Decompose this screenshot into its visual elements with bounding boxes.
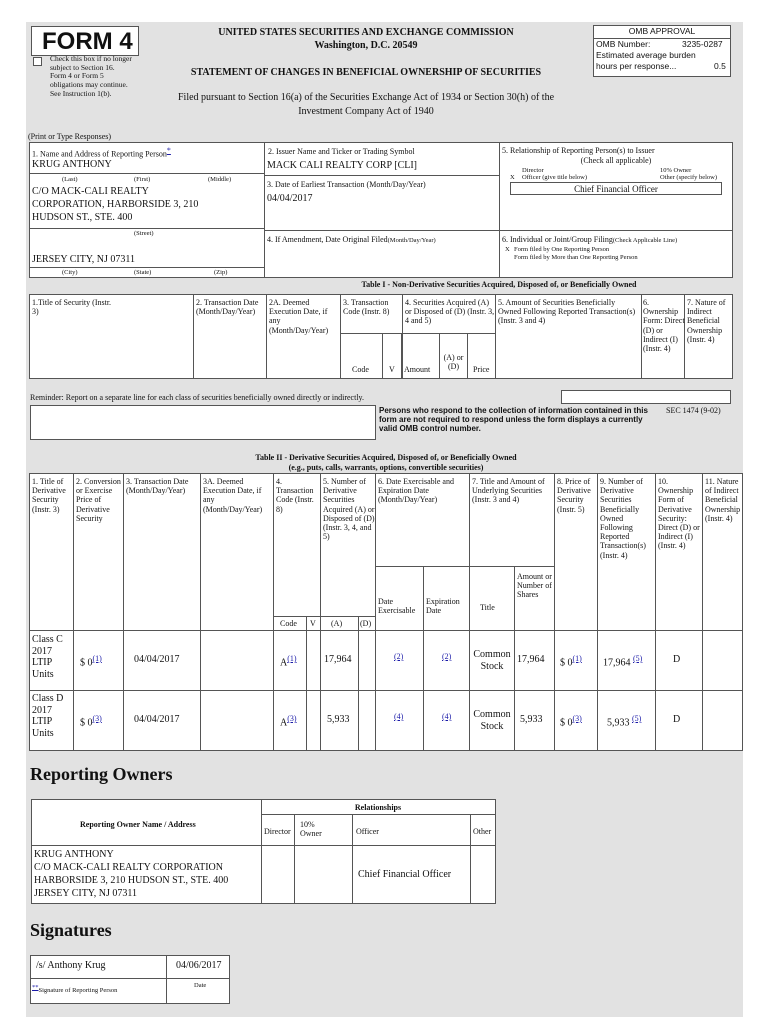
owners-heading: Reporting Owners bbox=[30, 764, 173, 784]
reminder-box-left bbox=[30, 405, 376, 440]
footnote-link[interactable]: (3) bbox=[572, 714, 582, 723]
owner-line2: C/O MACK-CALI REALTY CORPORATION bbox=[34, 862, 223, 873]
sec-code: SEC 1474 (9-02) bbox=[666, 406, 721, 415]
box6-opt1: Form filed by One Reporting Person bbox=[514, 246, 610, 253]
box2-label: 2. Issuer Name and Ticker or Trading Symbol bbox=[268, 147, 415, 156]
footnote-link[interactable]: (3) bbox=[287, 714, 297, 723]
t2-amount-shares: Amount or Number of Shares bbox=[517, 572, 552, 600]
owners-relationships: Relationships bbox=[354, 803, 402, 812]
box6-opt2: Form filed by More than One Reporting Person bbox=[514, 254, 638, 261]
t2-h3a: 3A. Deemed Execution Date, if any (Month/Day/Year) bbox=[203, 477, 263, 514]
t2-row-title: Class C 2017 LTIP Units bbox=[32, 634, 63, 680]
t2-row-u-title: Common Stock bbox=[473, 709, 511, 732]
agency-name: UNITED STATES SECURITIES AND EXCHANGE COMMISSION bbox=[218, 27, 514, 38]
filed-pursuant-2: Investment Company Act of 1940 bbox=[298, 106, 434, 117]
box5-other: Other (specify below) bbox=[660, 174, 718, 181]
t2-row-u-amt: 5,933 bbox=[520, 714, 543, 725]
box3-label: 3. Date of Earliest Transaction (Month/Day/Year) bbox=[267, 180, 426, 189]
t2-row-owned: 17,964 $^{(5)}$ bbox=[603, 654, 643, 669]
owners-other: Other bbox=[473, 827, 492, 836]
checkbox-label: Check this box if no longer subject to Section 16. Form 4 or Form 5 obligations may continue. See Instruction 1(b). bbox=[50, 54, 132, 98]
t1-aord: (A) or (D) bbox=[443, 353, 464, 372]
table1 bbox=[29, 294, 733, 379]
t2-row-owned: 5,933 $^{(5)}$ bbox=[607, 714, 642, 729]
t1-amount: Amount bbox=[404, 365, 431, 374]
t2-h2: 2. Conversion or Exercise Price of Derivative Security bbox=[76, 477, 121, 523]
box5-director: Director bbox=[522, 167, 544, 174]
signature-label: **Signature of Reporting Person bbox=[32, 984, 118, 995]
box2-value: MACK CALI REALTY CORP [CLI] bbox=[267, 160, 418, 171]
signature-footnote-link[interactable]: ** bbox=[32, 984, 39, 991]
t2-h3: 3. Transaction Date (Month/Day/Year) bbox=[126, 477, 189, 496]
box1-addr3: HUDSON ST., STE. 400 bbox=[32, 212, 133, 223]
t1-col2: 2. Transaction Date (Month/Day/Year) bbox=[196, 298, 259, 317]
t2-row-title: Class D 2017 LTIP Units bbox=[32, 693, 64, 739]
owners-col-name: Reporting Owner Name / Address bbox=[80, 820, 196, 829]
t1-code: Code bbox=[352, 365, 369, 374]
t2-row-dprice: $ 0$^{(1)}$ bbox=[560, 654, 582, 669]
box5-label: 5. Relationship of Reporting Person(s) to Issuer bbox=[502, 146, 655, 155]
t1-col1: 1.Title of Security (Instr. 3) bbox=[32, 298, 112, 317]
box2-issuer bbox=[264, 142, 500, 176]
footnote-link[interactable]: (3) bbox=[92, 714, 102, 723]
box5-title-box bbox=[510, 182, 722, 195]
t1-col6: 6. Ownership Form: Direct (D) or Indirect (I) (Instr. 4) bbox=[643, 298, 685, 353]
footnote-link[interactable]: (1) bbox=[92, 654, 102, 663]
t2-row-form: D bbox=[673, 714, 681, 725]
box1-addr1: C/O MACK-CALI REALTY bbox=[32, 186, 149, 197]
t2-row-date: 04/04/2017 bbox=[134, 714, 180, 725]
t2-h5: 5. Number of Derivative Securities Acquired (A) or Disposed of (D) (Instr. 3, 4, and 5) bbox=[323, 477, 375, 542]
reminder-box-right bbox=[561, 390, 731, 404]
omb-number: 3235-0287 bbox=[682, 39, 723, 49]
owner-officer-title: Chief Financial Officer bbox=[358, 869, 452, 880]
box1-reporting-person bbox=[29, 142, 265, 278]
reminder: Reminder: Report on a separate line for each class of securities beneficially owned directly or indirectly. bbox=[30, 393, 365, 402]
box5-ten-pct: 10% Owner bbox=[660, 167, 692, 174]
box5-relationship bbox=[499, 142, 733, 231]
box5-officer: Officer (give title below) bbox=[522, 174, 588, 181]
owner-line1: KRUG ANTHONY bbox=[34, 849, 114, 860]
footnote-link[interactable]: (2) bbox=[442, 652, 452, 661]
box5-sub: (Check all applicable) bbox=[580, 156, 652, 165]
t1-col2a: 2A. Deemed Execution Date, if any (Month/Day/Year) bbox=[269, 298, 329, 335]
box1-state: (State) bbox=[134, 269, 152, 276]
owners-director: Director bbox=[264, 827, 291, 836]
table2-title: Table II - Derivative Securities Acquired, Disposed of, or Beneficially Owned bbox=[255, 453, 517, 462]
signatures-heading: Signatures bbox=[30, 920, 112, 940]
omb-number-label: OMB Number: bbox=[596, 39, 651, 49]
owners-table bbox=[31, 799, 496, 904]
table2-subtitle: (e.g., puts, calls, warrants, options, convertible securities) bbox=[288, 463, 484, 472]
t2-row-code: A$^{(1)}$ bbox=[280, 654, 297, 669]
t2-a: (A) bbox=[331, 619, 343, 628]
t1-col3: 3. Transaction Code (Instr. 8) bbox=[343, 298, 390, 317]
box3-value: 04/04/2017 bbox=[267, 193, 313, 204]
t1-col5: 5. Amount of Securities Beneficially Owned Following Reported Transaction(s) (Instr. 3 and 4) bbox=[498, 298, 636, 326]
form-title-box bbox=[31, 26, 139, 56]
t1-price: Price bbox=[473, 365, 490, 374]
t2-date-ex: Date Exercisable bbox=[378, 597, 416, 616]
owners-officer: Officer bbox=[356, 827, 379, 836]
signature-date-label: Date bbox=[194, 982, 207, 989]
footnote-link[interactable]: (4) bbox=[394, 712, 404, 721]
t2-row-code: A$^{(3)}$ bbox=[280, 714, 297, 729]
t1-col7: 7. Nature of Indirect Beneficial Ownership (Instr. 4) bbox=[687, 298, 726, 344]
t1-v: V bbox=[389, 365, 395, 374]
table1-title: Table I - Non-Derivative Securities Acquired, Disposed of, or Beneficially Owned bbox=[361, 280, 637, 289]
box3-earliest-date bbox=[264, 175, 500, 231]
box1-first: (First) bbox=[134, 176, 151, 183]
footnote-link[interactable]: (4) bbox=[442, 712, 452, 721]
print-type: (Print or Type Responses) bbox=[28, 132, 112, 141]
t2-h9: 9. Number of Derivative Securities Beneficially Owned Following Reported Transaction(s) (Instr. 4) bbox=[600, 477, 646, 560]
box1-addr2: CORPORATION, HARBORSIDE 3, 210 bbox=[32, 199, 199, 210]
t2-row-dprice: $ 0$^{(3)}$ bbox=[560, 714, 582, 729]
t2-v: V bbox=[310, 619, 316, 628]
signature-value: /s/ Anthony Krug bbox=[36, 960, 106, 971]
footnote-link[interactable]: (1) bbox=[287, 654, 297, 663]
box1-label: 1. Name and Address of Reporting Person* bbox=[32, 146, 171, 159]
persons-respond: Persons who respond to the collection of information contained in this form are not required to respond unless the form displays a currently valid OMB control number. bbox=[379, 406, 648, 434]
box6-filing bbox=[499, 230, 733, 278]
footnote-link[interactable]: (1) bbox=[572, 654, 582, 663]
box6-opt1-mark[interactable]: X bbox=[505, 246, 510, 253]
agency-city: Washington, D.C. 20549 bbox=[314, 40, 418, 51]
omb-title: OMB APPROVAL bbox=[628, 26, 696, 36]
t1-col4: 4. Securities Acquired (A) or Disposed of (D) (Instr. 3, 4 and 5) bbox=[405, 298, 495, 326]
t2-row-price: $ 0$^{(1)}$ bbox=[80, 654, 102, 669]
box1-city-line: JERSEY CITY, NJ 07311 bbox=[32, 254, 135, 265]
box1-name: KRUG ANTHONY bbox=[32, 159, 112, 170]
box1-footnote-link[interactable]: * bbox=[166, 146, 171, 155]
form-title: FORM 4 bbox=[42, 28, 133, 55]
table2 bbox=[29, 473, 743, 751]
t2-h4: 4. Transaction Code (Instr. 8) bbox=[276, 477, 314, 514]
form-page bbox=[26, 22, 743, 1017]
box4-label: 4. If Amendment, Date Original Filed(Month/Day/Year) bbox=[267, 235, 436, 244]
t2-row-u-title: Common Stock bbox=[473, 649, 511, 672]
footnote-link[interactable]: (5) bbox=[633, 654, 643, 663]
box6-label: 6. Individual or Joint/Group Filing(Check Applicable Line) bbox=[502, 235, 678, 244]
box1-street: (Street) bbox=[134, 230, 154, 237]
t2-h10: 10. Ownership Form of Derivative Security: Direct (D) or Indirect (I) (Instr. 4) bbox=[658, 477, 700, 551]
t2-row-u-amt: 17,964 bbox=[517, 654, 545, 665]
hours-value: 0.5 bbox=[714, 61, 726, 71]
footnote-link[interactable]: (2) bbox=[394, 652, 404, 661]
t2-h6: 6. Date Exercisable and Expiration Date (Month/Day/Year) bbox=[378, 477, 454, 505]
t2-title: Title bbox=[480, 603, 495, 612]
t2-row-form: D bbox=[673, 654, 681, 665]
section16-checkbox[interactable] bbox=[33, 57, 42, 66]
footnote-link[interactable]: (5) bbox=[632, 714, 642, 723]
box1-last: (Last) bbox=[62, 176, 78, 183]
t2-code: Code bbox=[280, 619, 297, 628]
t2-d: (D) bbox=[360, 619, 372, 628]
hours-label: hours per response... bbox=[596, 61, 677, 71]
signature-date-box bbox=[166, 955, 230, 1004]
burden-label: Estimated average burden bbox=[596, 50, 696, 60]
owners-ten-pct: 10% Owner bbox=[300, 820, 322, 839]
owner-line3: HARBORSIDE 3, 210 HUDSON ST., STE. 400 bbox=[34, 875, 229, 886]
statement-title: STATEMENT OF CHANGES IN BENEFICIAL OWNERSHIP OF SECURITIES bbox=[190, 67, 542, 78]
box5-officer-mark[interactable]: X bbox=[510, 174, 515, 181]
t2-row-num: 5,933 bbox=[327, 714, 350, 725]
t2-exp: Expiration Date bbox=[426, 597, 460, 616]
t2-row-num: 17,964 bbox=[324, 654, 352, 665]
box1-middle: (Middle) bbox=[208, 176, 232, 183]
box1-zip: (Zip) bbox=[214, 269, 228, 276]
t2-row-price: $ 0$^{(3)}$ bbox=[80, 714, 102, 729]
t2-h1: 1. Title of Derivative Security (Instr. 3) bbox=[32, 477, 66, 514]
box4-amendment bbox=[264, 230, 500, 278]
box1-city: (City) bbox=[62, 269, 78, 276]
t2-h8: 8. Price of Derivative Security (Instr. 5) bbox=[557, 477, 591, 514]
box5-title: Chief Financial Officer bbox=[574, 184, 658, 194]
signature-box bbox=[30, 955, 167, 1004]
t2-h11: 11. Nature of Indirect Beneficial Ownership (Instr. 4) bbox=[705, 477, 741, 523]
t2-h7: 7. Title and Amount of Underlying Securities (Instr. 3 and 4) bbox=[472, 477, 545, 505]
omb-box bbox=[593, 25, 731, 77]
signature-date: 04/06/2017 bbox=[176, 960, 222, 971]
t2-row-date: 04/04/2017 bbox=[134, 654, 180, 665]
filed-pursuant-1: Filed pursuant to Section 16(a) of the Securities Exchange Act of 1934 or Section 30(h) of the bbox=[177, 92, 555, 103]
owner-line4: JERSEY CITY, NJ 07311 bbox=[34, 888, 137, 899]
